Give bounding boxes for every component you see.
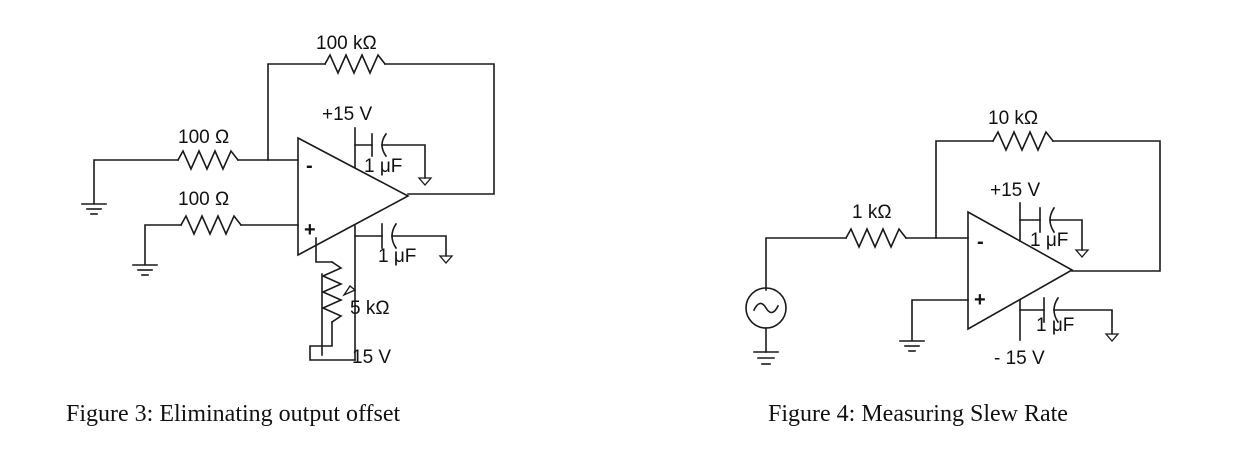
fig3-feedback-wire-left: [268, 64, 325, 160]
fig4-sine-wave-icon: [754, 303, 778, 312]
fig4-feedback-resistor: [993, 132, 1053, 150]
fig4-source-wire: [766, 238, 846, 290]
fig4-vpos-label: +15 V: [990, 180, 1041, 201]
fig3-feedback-resistor-label: 100 kΩ: [316, 33, 377, 54]
fig3-noninv-resistor-label: 100 Ω: [178, 189, 230, 210]
fig3-cap-top-label: 1 μF: [364, 156, 403, 177]
fig3-pot-label: 5 kΩ: [350, 298, 390, 319]
fig4-source-ground-icon: [754, 352, 778, 364]
figure-3: [66, 33, 494, 427]
fig3-inv-ground-wire: [94, 160, 178, 203]
fig3-cap-bot-label: 1 μF: [378, 246, 417, 267]
fig3-ground-1-icon: [82, 204, 106, 214]
fig4-caption: Figure 4: Measuring Slew Rate: [768, 401, 1068, 427]
fig4-input-resistor: [846, 229, 906, 247]
fig4-noninv-ground-icon: [900, 341, 924, 351]
fig4-feedback-resistor-label: 10 kΩ: [988, 108, 1039, 129]
fig4-cap-bot-ground-icon: [1106, 334, 1118, 341]
fig3-vpos-label: +15 V: [322, 104, 373, 125]
fig3-noninv-ground-wire: [145, 225, 181, 264]
figure-4: [746, 108, 1160, 427]
fig4-cap-top-ground-icon: [1076, 250, 1088, 257]
fig4-cap-bot-label: 1 μF: [1036, 315, 1075, 336]
fig3-inv-resistor-label: 100 Ω: [178, 127, 230, 148]
fig4-feedback-wire-left: [936, 141, 993, 238]
fig3-cap-bot-ground-icon: [440, 256, 452, 263]
fig3-caption: Figure 3: Eliminating output offset: [66, 401, 401, 427]
fig4-feedback-wire-right: [1053, 141, 1160, 271]
fig3-feedback-resistor: [325, 55, 385, 73]
fig3-inv-resistor: [178, 151, 238, 169]
fig4-noninv-ground-wire: [912, 300, 968, 340]
fig3-pot-resistor: [323, 262, 341, 322]
fig4-cap-top-label: 1 μF: [1030, 230, 1069, 251]
fig3-vneg-label: 15 V: [352, 347, 392, 368]
fig3-noninv-resistor: [181, 216, 241, 234]
fig4-input-resistor-label: 1 kΩ: [852, 202, 892, 223]
fig3-pot-wiper-icon: [344, 286, 355, 295]
fig4-vneg-label: - 15 V: [994, 348, 1045, 369]
fig3-cap-top-ground-icon: [419, 178, 431, 185]
fig3-inverting-sign: -: [306, 155, 313, 177]
fig4-inverting-sign: -: [977, 231, 984, 253]
fig3-ground-2-icon: [133, 265, 157, 275]
fig3-pot-bottom-wire: [310, 322, 355, 360]
fig3-noninverting-sign: +: [304, 219, 316, 241]
fig4-noninverting-sign: +: [974, 289, 986, 311]
